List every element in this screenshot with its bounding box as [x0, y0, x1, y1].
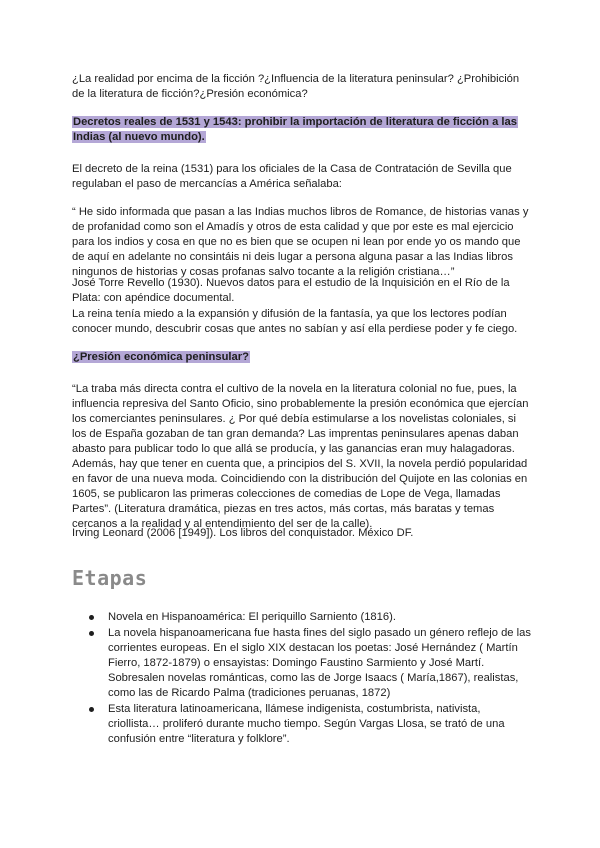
section-heading-presion-text: ¿Presión económica peninsular?: [73, 351, 249, 363]
list-item-text: Novela en Hispanoamérica: El periquillo Sarniento (1816).: [108, 611, 396, 623]
list-item: [72, 702, 534, 747]
bullet-icon: [89, 615, 94, 620]
list-item-text: La novela hispanoamericana fue hasta fines del siglo pasado un género reflejo de las corrientes europeas. En el siglo XIX destacan los poetas: José Hernández ( Martín Fierro, 1872-1879) o ensayistas: Domingo Faustino Sarmiento y José Martí. Sobresalen novelas románticas, como las de Jorge Isaacs ( María,1867), realistas, como las de Ricardo Palma (tradiciones peruanas, 1872): [108, 627, 531, 699]
list-item-text: Esta literatura latinoamericana, llámese indigenista, costumbrista, nativista, criollista… proliferó durante mucho tiempo. Según Vargas Llosa, se trató de una confusión entre “literatura y folklore”.: [108, 703, 505, 745]
bullet-icon: [89, 631, 94, 636]
section-heading-decretos-text: Decretos reales de 1531 y 1543: prohibir la importación de literatura de ficción a las Indias (al nuevo mundo).: [73, 116, 517, 143]
list-item: [72, 626, 534, 701]
decreto-citation: José Torre Revello (1930). Nuevos datos para el estudio de la Inquisición en el Río de la Plata: con apéndice documental.: [72, 277, 510, 304]
decreto-comment: La reina tenía miedo a la expansión y difusión de la fantasía, ya que los lectores podían conocer mundo, descubrir cosas que antes no sabían y así ella perdiese poder y fe ciego.: [72, 308, 518, 335]
etapas-list: [72, 610, 534, 748]
bullet-icon: [89, 707, 94, 712]
etapas-heading: Etapas: [72, 566, 148, 590]
section-heading-decretos: [72, 115, 530, 145]
decreto-intro-paragraph: El decreto de la reina (1531) para los oficiales de la Casa de Contratación de Sevilla que regulaban el paso de mercancías a América señalaba:: [72, 163, 512, 190]
leonard-citation: Irving Leonard (2006 [1949]). Los libros del conquistador. México DF.: [72, 527, 414, 539]
decreto-quote: “ He sido informada que pasan a las Indias muchos libros de Romance, de historias vanas y de profanidad como son el Amadís y otros de esta calidad y que por este es mal ejercicio para los indios y cosa en que no es bien que se ocupen ni lean por ende yo os mando que de aquí en adelante no consintáis ni deis lugar a persona alguna pasar a las Indias libros ningunos de historias y cosas profanas salvo tocante a la religión cristiana…”: [72, 206, 529, 278]
section-heading-presion: [72, 350, 530, 365]
intro-questions: ¿La realidad por encima de la ficción ?¿Influencia de la literatura peninsular? ¿Prohibición de la literatura de ficción?¿Presión económica?: [72, 73, 520, 100]
leonard-quote: “La traba más directa contra el cultivo de la novela en la literatura colonial no fue, pues, la influencia represiva del Santo Oficio, sino probablemente la presión económica que ejercían los comerciantes peninsulares. ¿ Por qué debía estimularse a los novelistas coloniales, si los de España gozaban de tan gran demanda? Las imprentas peninsulares apenas daban abasto para publicar todo lo que allá se producía, y las ganancias eran muy halagadoras. Además, hay que tener en cuenta que, a principios del S. XVII, la novela perdió popularidad en favor de una nueva moda. Coincidiendo con la distribución del Quijote en las colonias en 1605, se publicaron las primeras colecciones de comedias de Lope de Vega, llamadas Partes”. (Literatura dramática, piezas en tres actos, más cortas, más baratas y temas cercanos a la realidad y al entendimiento del ser de la calle).: [72, 383, 529, 530]
list-item: [72, 610, 534, 625]
